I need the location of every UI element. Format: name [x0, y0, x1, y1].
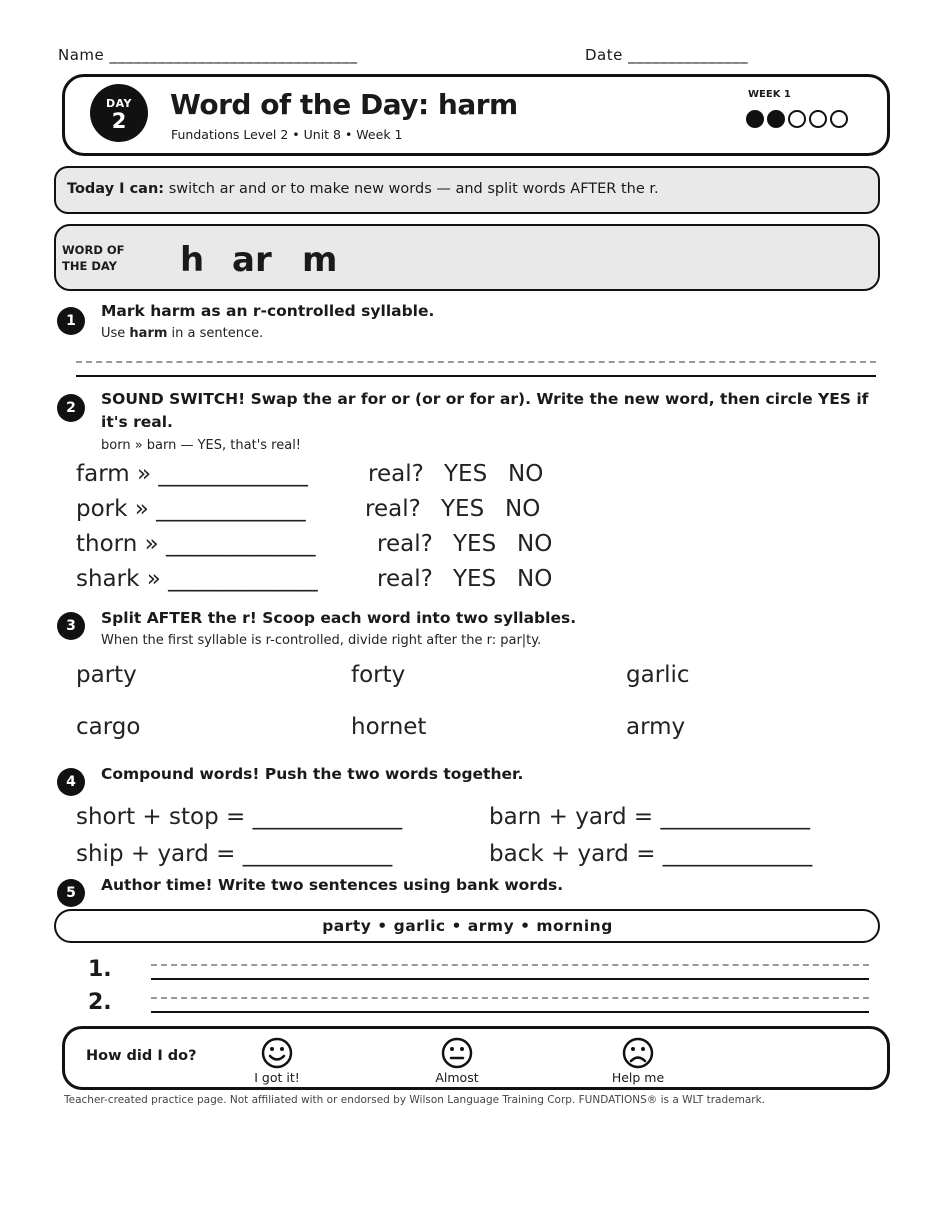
disclaimer: Teacher-created practice page. Not affiliated with or endorsed by Wilson Language Training Corp. FUNDATIONS® is a WLT trademark.: [64, 1094, 766, 1106]
progress-dot: [788, 110, 806, 128]
writing-line-base[interactable]: [151, 1011, 869, 1013]
real-question: real?: [377, 531, 433, 557]
section3-instruction: Split AFTER the r! Scoop each word into two syllables.: [101, 609, 577, 627]
no-option[interactable]: NO: [508, 461, 544, 487]
frown-face-icon[interactable]: [622, 1037, 654, 1069]
real-question: real?: [377, 566, 433, 592]
goal-lead: Today I can:: [67, 181, 165, 197]
sentence-number: 2.: [88, 990, 112, 1015]
switch-word[interactable]: thorn » _____________: [76, 531, 316, 557]
section-number: 4: [57, 768, 85, 796]
reflection-label: I got it!: [254, 1070, 300, 1085]
yes-option[interactable]: YES: [453, 566, 497, 592]
wotd-label-line1: WORD OF: [62, 243, 125, 257]
compound-item[interactable]: short + stop = _____________: [76, 804, 403, 830]
page-subtitle: Fundations Level 2 • Unit 8 • Week 1: [171, 127, 403, 142]
word-part: h: [180, 240, 205, 280]
section5-instruction: Author time! Write two sentences using bank words.: [101, 876, 564, 894]
word-part: ar: [232, 240, 272, 280]
compound-item[interactable]: ship + yard = _____________: [76, 841, 393, 867]
section-number: 3: [57, 612, 85, 640]
word-of-day-box: [54, 224, 880, 291]
goal-statement: [67, 181, 659, 197]
yes-option[interactable]: YES: [441, 496, 485, 522]
sub-bold: harm: [129, 326, 168, 341]
neutral-face-icon[interactable]: [441, 1037, 473, 1069]
date-field[interactable]: Date _______________: [585, 46, 749, 64]
page-title: Word of the Day: harm: [170, 88, 518, 121]
split-word[interactable]: garlic: [626, 662, 690, 688]
word-bank: party • garlic • army • morning: [322, 917, 613, 935]
real-question: real?: [365, 496, 421, 522]
switch-word[interactable]: farm » _____________: [76, 461, 308, 487]
section-number: 5: [57, 879, 85, 907]
section1-sub: [101, 326, 263, 341]
reflection-question: How did I do?: [86, 1048, 197, 1064]
yes-option[interactable]: YES: [453, 531, 497, 557]
goal-text: switch ar and or to make new words — and split words AFTER the r.: [164, 181, 659, 197]
section-number: 2: [57, 394, 85, 422]
split-word[interactable]: army: [626, 714, 686, 740]
progress-dot: [830, 110, 848, 128]
split-word[interactable]: hornet: [351, 714, 427, 740]
day-badge: [90, 84, 148, 142]
section4-instruction: Compound words! Push the two words together.: [101, 765, 524, 783]
compound-item[interactable]: barn + yard = _____________: [489, 804, 810, 830]
section2-example: born » barn — YES, that's real!: [101, 438, 302, 453]
split-word[interactable]: party: [76, 662, 137, 688]
week-progress-dots: [746, 110, 848, 128]
writing-line-dashed[interactable]: [76, 361, 876, 363]
sub-text: in a sentence.: [167, 326, 264, 341]
sub-text: Use: [101, 326, 130, 341]
instruction-line: it's real.: [101, 413, 173, 431]
section-number: 1: [57, 307, 85, 335]
no-option[interactable]: NO: [517, 566, 553, 592]
split-word[interactable]: forty: [351, 662, 406, 688]
section3-sub: When the first syllable is r-controlled, divide right after the r: par|ty.: [101, 633, 542, 648]
switch-word[interactable]: shark » _____________: [76, 566, 318, 592]
week-label: WEEK 1: [748, 89, 791, 100]
instruction-line: SOUND SWITCH! Swap the ar for or (or or for ar). Write the new word, then circle YES if: [101, 390, 869, 408]
progress-dot: [767, 110, 785, 128]
yes-option[interactable]: YES: [444, 461, 488, 487]
word-part: m: [302, 240, 338, 280]
writing-line-base[interactable]: [151, 978, 869, 980]
day-label: DAY: [105, 97, 133, 110]
wotd-label-line2: THE DAY: [62, 259, 118, 273]
compound-item[interactable]: back + yard = _____________: [489, 841, 813, 867]
reflection-label: Help me: [611, 1070, 665, 1085]
split-word[interactable]: cargo: [76, 714, 141, 740]
word-of-day-label: [62, 242, 125, 274]
writing-line-dashed[interactable]: [151, 997, 869, 999]
no-option[interactable]: NO: [505, 496, 541, 522]
writing-line-base[interactable]: [76, 375, 876, 377]
day-number: 2: [111, 109, 127, 133]
sentence-number: 1.: [88, 957, 112, 982]
real-question: real?: [368, 461, 424, 487]
progress-dot: [809, 110, 827, 128]
section2-instruction: [101, 388, 868, 434]
writing-line-dashed[interactable]: [151, 964, 869, 966]
section1-instruction: Mark harm as an r-controlled syllable.: [101, 302, 435, 320]
reflection-label: Almost: [435, 1070, 479, 1085]
smile-face-icon[interactable]: [261, 1037, 293, 1069]
no-option[interactable]: NO: [517, 531, 553, 557]
progress-dot: [746, 110, 764, 128]
name-field[interactable]: Name _______________________________: [58, 46, 358, 64]
switch-word[interactable]: pork » _____________: [76, 496, 306, 522]
